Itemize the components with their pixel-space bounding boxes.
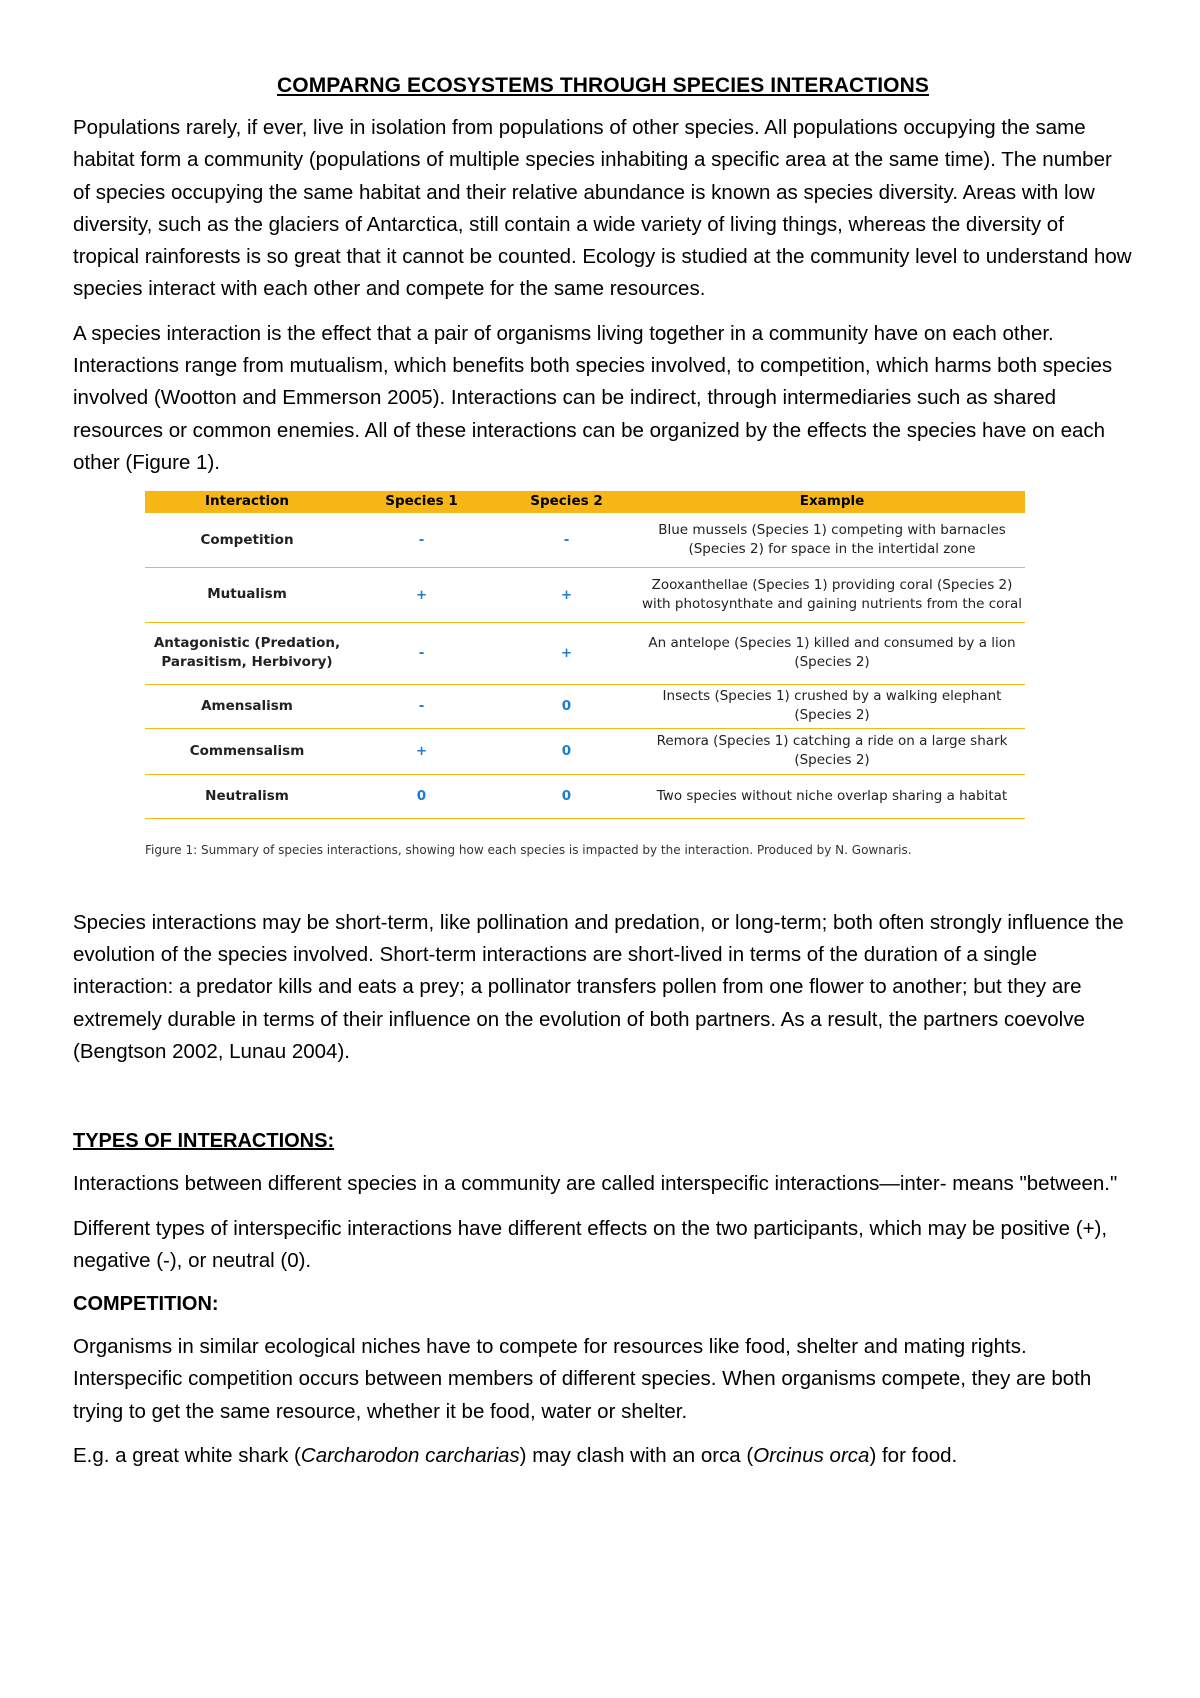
interactions-table [145,491,1025,819]
example-prefix: E.g. a great white shark ( [73,1444,301,1468]
interaction-name: Competition [145,512,349,567]
paragraph-competition: Organisms in similar ecological niches have to compete for resources like food, shelter and mating rights. Interspecific competition occurs between members of different species. When organisms compete, they are both trying to get the same resource, whether it be food, water or shelter. [73,1335,1092,1423]
paragraph-interspecific: Interactions between different species in a community are called interspecific interactions—inter- means "between." [73,1172,1118,1196]
example-text: Two species without niche overlap sharing a habitat [639,774,1025,818]
table-row [145,774,1025,818]
header-example: Example [639,491,1025,512]
example-suffix: ) for food. [869,1444,958,1468]
species-2-effect: 0 [494,684,639,728]
species-2-effect: + [494,567,639,622]
example-text: An antelope (Species 1) killed and consumed by a lion (Species 2) [639,622,1025,684]
species-1-effect: + [349,728,494,774]
example-text: Insects (Species 1) crushed by a walking elephant (Species 2) [639,684,1025,728]
species-name-shark: Carcharodon carcharias [300,1444,520,1468]
species-1-effect: + [349,567,494,622]
species-2-effect: + [494,622,639,684]
paragraph-short-long-term: Species interactions may be short-term, like pollination and predation, or long-term; both often strongly influence the evolution of the species involved. Short-term interactions are short-lived in terms of the duration of a single interaction: a predator kills and eats a prey; a pollinator transfers pollen from one flower to another; but they are extremely durable in terms of their influence on the evolution of both partners. As a result, the partners coevolve (Bengtson 2002, Lunau 2004). [73,910,1124,1063]
competition-heading: COMPETITION: [73,1293,219,1316]
table-row [145,567,1025,622]
species-2-effect: 0 [494,728,639,774]
header-interaction: Interaction [145,491,349,512]
example-text: Zooxanthellae (Species 1) providing coral (Species 2) with photosynthate and gaining nutrients from the coral [639,567,1025,622]
species-1-effect: - [349,684,494,728]
example-text: Blue mussels (Species 1) competing with barnacles (Species 2) for space in the intertidal zone [639,512,1025,567]
species-2-effect: - [494,512,639,567]
interaction-name: Commensalism [145,728,349,774]
interaction-name: Neutralism [145,774,349,818]
interaction-name: Amensalism [145,684,349,728]
species-2-effect: 0 [494,774,639,818]
table-row [145,684,1025,728]
header-species-2: Species 2 [494,491,639,512]
types-of-interactions-heading: TYPES OF INTERACTIONS: [73,1130,335,1153]
paragraph-example [73,1440,1133,1472]
document-title: COMPARNG ECOSYSTEMS THROUGH SPECIES INTERACTIONS [277,74,929,97]
table-row [145,728,1025,774]
species-1-effect: - [349,622,494,684]
intro-paragraph-1: Populations rarely, if ever, live in isolation from populations of other species. All populations occupying the same habitat form a community (populations of multiple species inhabiting a specific area at the same time). The number of species occupying the same habitat and their relative abundance is known as species diversity. Areas with low diversity, such as the glaciers of Antarctica, still contain a wide variety of living things, whereas the diversity of tropical rainforests is so great that it cannot be counted. Ecology is studied at the community level to understand how species interact with each other and compete for the same resources. [73,116,1132,301]
paragraph-effects: Different types of interspecific interactions have different effects on the two participants, which may be positive (+), negative (-), or neutral (0). [73,1216,1108,1272]
intro-paragraph-2: A species interaction is the effect that a pair of organisms living together in a community have on each other. Interactions range from mutualism, which benefits both species involved, to competition, which harms both species involved (Wootton and Emmerson 2005). Interactions can be indirect, through intermediaries such as shared resources or common enemies. All of these interactions can be organized by the effects the species have on each other (Figure 1). [73,321,1113,474]
header-species-1: Species 1 [349,491,494,512]
figure-1 [145,491,1025,857]
table-row [145,622,1025,684]
figure-caption: Figure 1: Summary of species interactions, showing how each species is impacted by the interaction. Produced by N. Gownaris. [145,842,912,857]
species-name-orca: Orcinus orca [753,1444,870,1468]
example-mid: ) may clash with an orca ( [519,1444,754,1468]
document-page [73,74,1133,1484]
table-header-row [145,491,1025,512]
interaction-name: Mutualism [145,567,349,622]
example-text: Remora (Species 1) catching a ride on a large shark (Species 2) [639,728,1025,774]
species-1-effect: - [349,512,494,567]
interaction-name: Antagonistic (Predation, Parasitism, Herbivory) [145,622,349,684]
table-row [145,512,1025,567]
species-1-effect: 0 [349,774,494,818]
